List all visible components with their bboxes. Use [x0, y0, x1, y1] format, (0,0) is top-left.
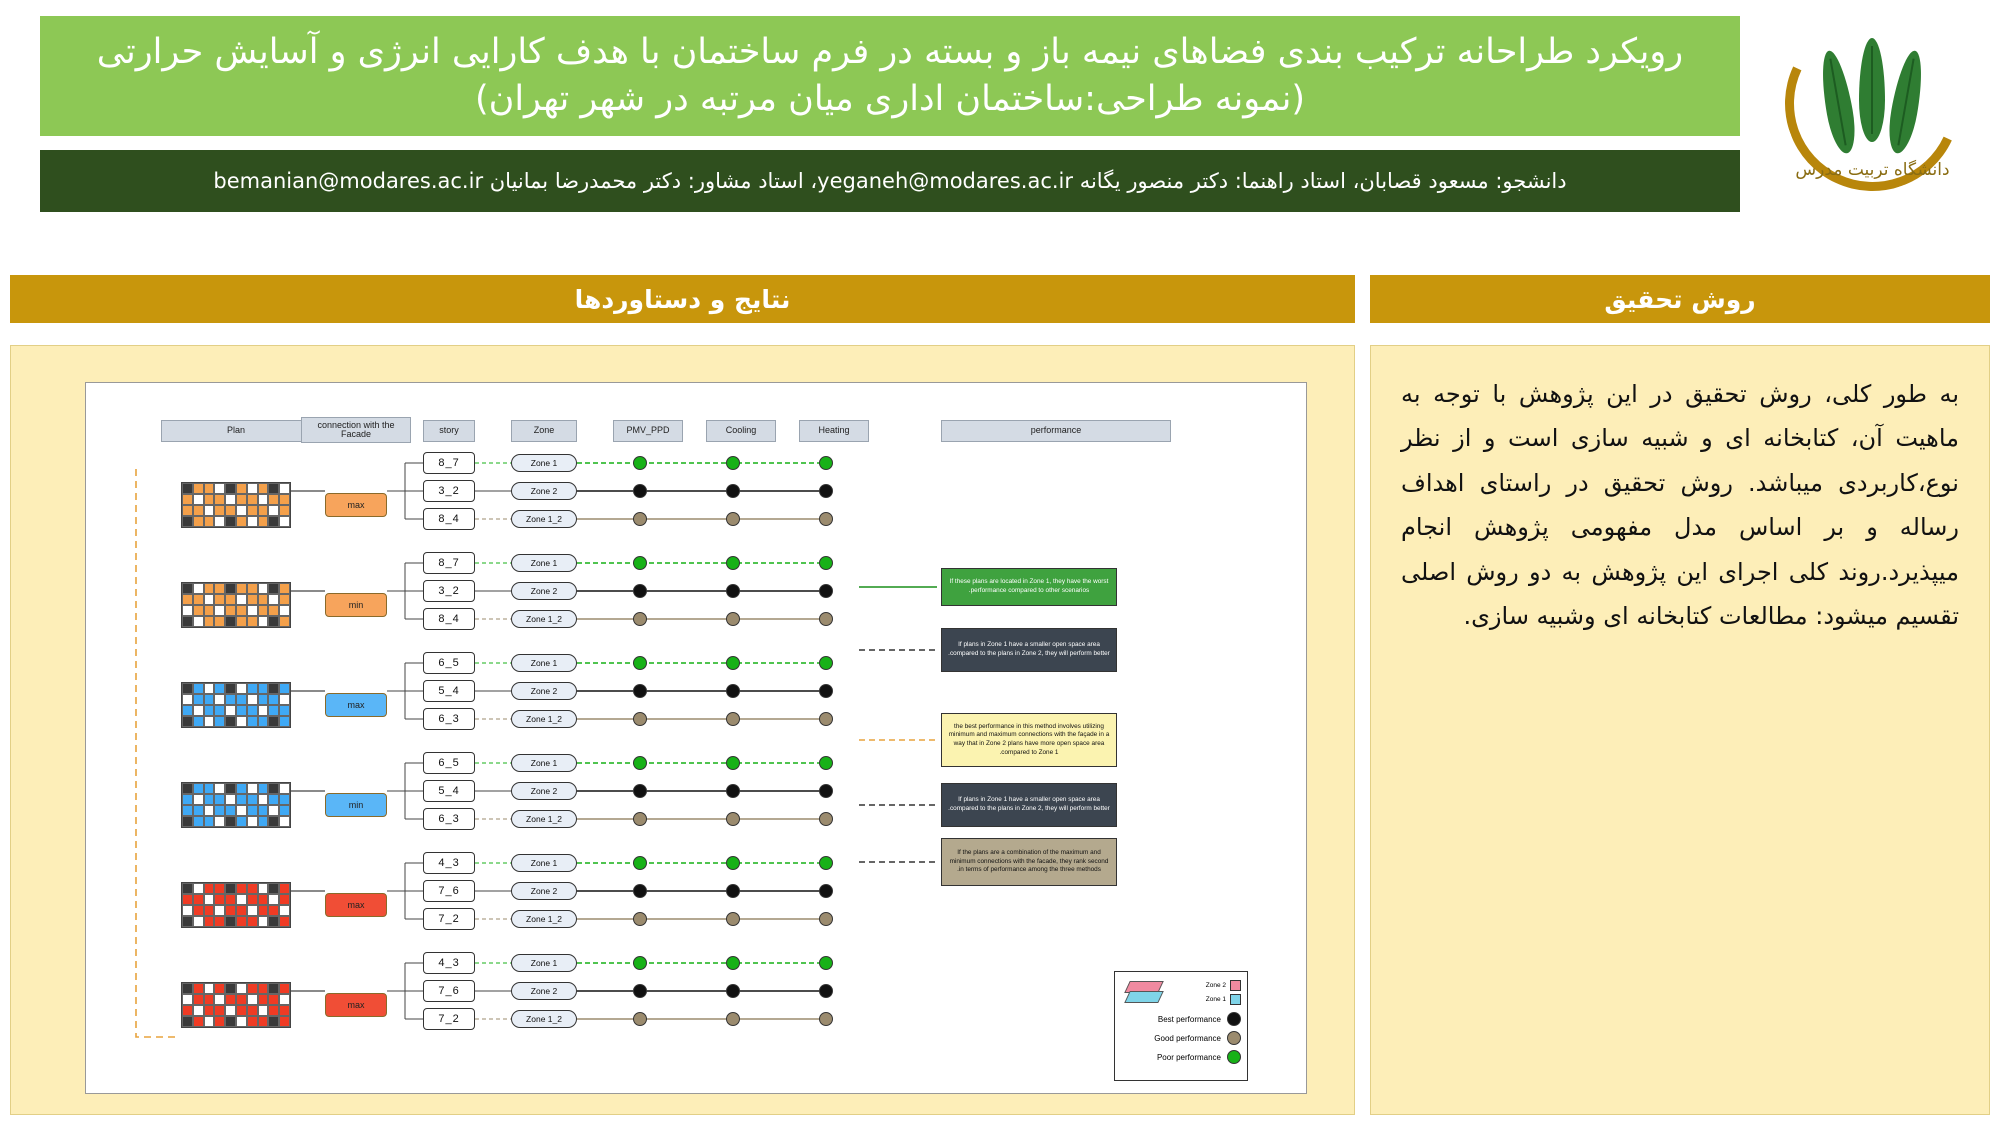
zone-box: Zone 1_2 — [511, 610, 577, 628]
zone-box: Zone 1 — [511, 654, 577, 672]
legend-item-label: Good performance — [1154, 1033, 1221, 1043]
story-box: 6_7 — [423, 980, 475, 1002]
performance-dot — [726, 484, 740, 498]
zone-box: Zone 1 — [511, 854, 577, 872]
column-header-0: Plan — [161, 420, 311, 442]
zone-box: Zone 1_2 — [511, 510, 577, 528]
performance-dot — [633, 684, 647, 698]
zone-box: Zone 1 — [511, 454, 577, 472]
performance-dot — [819, 912, 833, 926]
plan-thumbnail — [181, 482, 291, 528]
legend-item — [1121, 1031, 1241, 1045]
performance-dot — [819, 512, 833, 526]
story-box: 2_7 — [423, 908, 475, 930]
performance-dot — [633, 1012, 647, 1026]
performance-dot — [633, 556, 647, 570]
performance-dot — [633, 912, 647, 926]
performance-dot — [819, 684, 833, 698]
story-box: 3_6 — [423, 808, 475, 830]
poster-authors-bar — [40, 150, 1740, 212]
performance-dot — [726, 756, 740, 770]
zone-box: Zone 2 — [511, 582, 577, 600]
story-box: 2_3 — [423, 580, 475, 602]
performance-dot — [819, 884, 833, 898]
performance-dot — [819, 856, 833, 870]
plan-thumbnail — [181, 982, 291, 1028]
diagram-legend — [1114, 971, 1248, 1081]
story-box: 4_8 — [423, 608, 475, 630]
story-box: 2_3 — [423, 480, 475, 502]
poster-title-bar — [40, 16, 1740, 136]
performance-dot — [726, 984, 740, 998]
legend-dot-icon — [1227, 1012, 1241, 1026]
poster-header — [0, 0, 2000, 255]
performance-dot — [726, 612, 740, 626]
legend-item — [1121, 1012, 1241, 1026]
legend-item-label: Best performance — [1157, 1014, 1221, 1024]
story-box: 7_8 — [423, 452, 475, 474]
performance-dot — [726, 1012, 740, 1026]
performance-dot — [819, 984, 833, 998]
performance-dot — [633, 884, 647, 898]
legend-dot-icon — [1227, 1031, 1241, 1045]
connection-pill: max — [325, 893, 387, 917]
connection-pill: max — [325, 493, 387, 517]
plan-thumbnail — [181, 882, 291, 928]
legend-dot-icon — [1227, 1050, 1241, 1064]
performance-dot — [819, 784, 833, 798]
column-header-2: story — [423, 420, 475, 442]
plan-thumbnail — [181, 682, 291, 728]
performance-dot — [726, 784, 740, 798]
legend-item — [1121, 1050, 1241, 1064]
plan-thumbnail — [181, 782, 291, 828]
section-body-method — [1370, 345, 1990, 1115]
zone-box: Zone 1 — [511, 954, 577, 972]
zone-box: Zone 2 — [511, 882, 577, 900]
story-box: 2_7 — [423, 1008, 475, 1030]
zone-cube-icon — [1121, 977, 1165, 1007]
performance-dot — [633, 584, 647, 598]
results-diagram — [85, 382, 1307, 1094]
column-header-3: Zone — [511, 420, 577, 442]
column-header-6: Heating — [799, 420, 869, 442]
performance-dot — [726, 912, 740, 926]
zone-box: Zone 2 — [511, 682, 577, 700]
legend-item-label: Poor performance — [1156, 1052, 1221, 1062]
story-box: 7_8 — [423, 552, 475, 574]
zone-box: Zone 1_2 — [511, 810, 577, 828]
method-paragraph: به طور کلی، روش تحقیق در این پژوهش با توجه به ماهیت آن، کتابخانه ای و شبیه سازی است و از نظر نوع،کاربردی میباشد. روش تحقیق در راستای اهداف رساله و بر اساس مدل مفهومی پژوهش انجام میپذیرد.روند کلی اجرای این پژوهش به دو روش اصلی تقسیم میشود: مطالعات کتابخانه ای وشبیه سازی. — [1401, 380, 1959, 630]
legend-zone1-label: Zone 1 — [1205, 995, 1226, 1003]
logo-leaves-icon — [1823, 32, 1923, 162]
performance-dot — [633, 512, 647, 526]
connection-pill: max — [325, 993, 387, 1017]
section-header-method: روش تحقیق — [1370, 275, 1990, 323]
performance-dot — [726, 512, 740, 526]
story-box: 6_7 — [423, 880, 475, 902]
performance-dot — [726, 584, 740, 598]
performance-dot — [726, 884, 740, 898]
zone-box: Zone 2 — [511, 982, 577, 1000]
finding-note: the best performance in this method involves utilizing minimum and maximum connections with the façade in a way that in Zone 2 plans have more open space area compared to Zone 1. — [941, 713, 1117, 767]
story-box: 4_5 — [423, 780, 475, 802]
performance-dot — [726, 556, 740, 570]
performance-dot — [819, 812, 833, 826]
performance-dot — [633, 756, 647, 770]
performance-dot — [726, 712, 740, 726]
story-box: 4_8 — [423, 508, 475, 530]
story-box: 3_4 — [423, 852, 475, 874]
performance-dot — [819, 656, 833, 670]
zone-box: Zone 1 — [511, 554, 577, 572]
performance-dot — [819, 556, 833, 570]
story-box: 4_5 — [423, 680, 475, 702]
section-header-results: نتایج و دستاوردها — [10, 275, 1355, 323]
story-box: 5_6 — [423, 652, 475, 674]
story-box: 3_4 — [423, 952, 475, 974]
zone-box: Zone 1_2 — [511, 910, 577, 928]
column-header-4: PMV_PPD — [613, 420, 683, 442]
performance-dot — [633, 856, 647, 870]
performance-dot — [633, 612, 647, 626]
performance-dot — [726, 456, 740, 470]
connection-pill: min — [325, 793, 387, 817]
performance-dot — [633, 956, 647, 970]
column-header-5: Cooling — [706, 420, 776, 442]
finding-note: If these plans are located in Zone 1, they have the worst performance compared to other scenarios. — [941, 568, 1117, 606]
performance-dot — [819, 456, 833, 470]
plan-thumbnail — [181, 582, 291, 628]
performance-dot — [819, 956, 833, 970]
performance-dot — [726, 684, 740, 698]
performance-dot — [819, 756, 833, 770]
page-title: رویکرد طراحانه ترکیب بندی فضاهای نیمه باز و بسته در فرم ساختمان با هدف کارایی انرژی و آسایش حرارتی (نمونه طراحی:ساختمان اداری میان مرتبه در شهر تهران) — [96, 31, 1684, 119]
zone-box: Zone 1_2 — [511, 710, 577, 728]
zone-box: Zone 1 — [511, 754, 577, 772]
performance-dot — [633, 784, 647, 798]
zone-box: Zone 2 — [511, 482, 577, 500]
performance-dot — [819, 1012, 833, 1026]
performance-dot — [819, 712, 833, 726]
zone-box: Zone 1_2 — [511, 1010, 577, 1028]
performance-dot — [726, 812, 740, 826]
university-logo — [1775, 10, 1970, 220]
performance-dot — [633, 712, 647, 726]
connection-pill: max — [325, 693, 387, 717]
performance-dot — [726, 856, 740, 870]
performance-dot — [819, 484, 833, 498]
finding-note: If plans in Zone 1 have a smaller open space area compared to the plans in Zone 2, they will perform better. — [941, 628, 1117, 672]
connection-pill: min — [325, 593, 387, 617]
performance-dot — [726, 656, 740, 670]
legend-zone2-label: Zone 2 — [1205, 981, 1226, 989]
performance-dot — [633, 456, 647, 470]
performance-dot — [633, 812, 647, 826]
finding-note: If plans in Zone 1 have a smaller open space area compared to the plans in Zone 2, they will perform better. — [941, 783, 1117, 827]
logo-caption: دانشگاه تربیت مدرس — [1795, 160, 1950, 180]
column-header-7: performance — [941, 420, 1171, 442]
performance-dot — [819, 612, 833, 626]
authors-line: دانشجو: مسعود قصابان، استاد راهنما: دکتر منصور یگانه yeganeh@modares.ac.ir، استاد مشاور: دکتر محمدرضا بمانیان bemanian@modares.ac.ir — [213, 169, 1567, 193]
story-box: 5_6 — [423, 752, 475, 774]
column-header-1: connection with the Facade — [301, 417, 411, 443]
performance-dot — [726, 956, 740, 970]
performance-dot — [633, 984, 647, 998]
performance-dot — [633, 656, 647, 670]
performance-dot — [633, 484, 647, 498]
finding-note: If the plans are a combination of the maximum and minimum connections with the facade, they rank second in terms of performance among the three methods. — [941, 838, 1117, 886]
performance-dot — [819, 584, 833, 598]
story-box: 3_6 — [423, 708, 475, 730]
zone-box: Zone 2 — [511, 782, 577, 800]
